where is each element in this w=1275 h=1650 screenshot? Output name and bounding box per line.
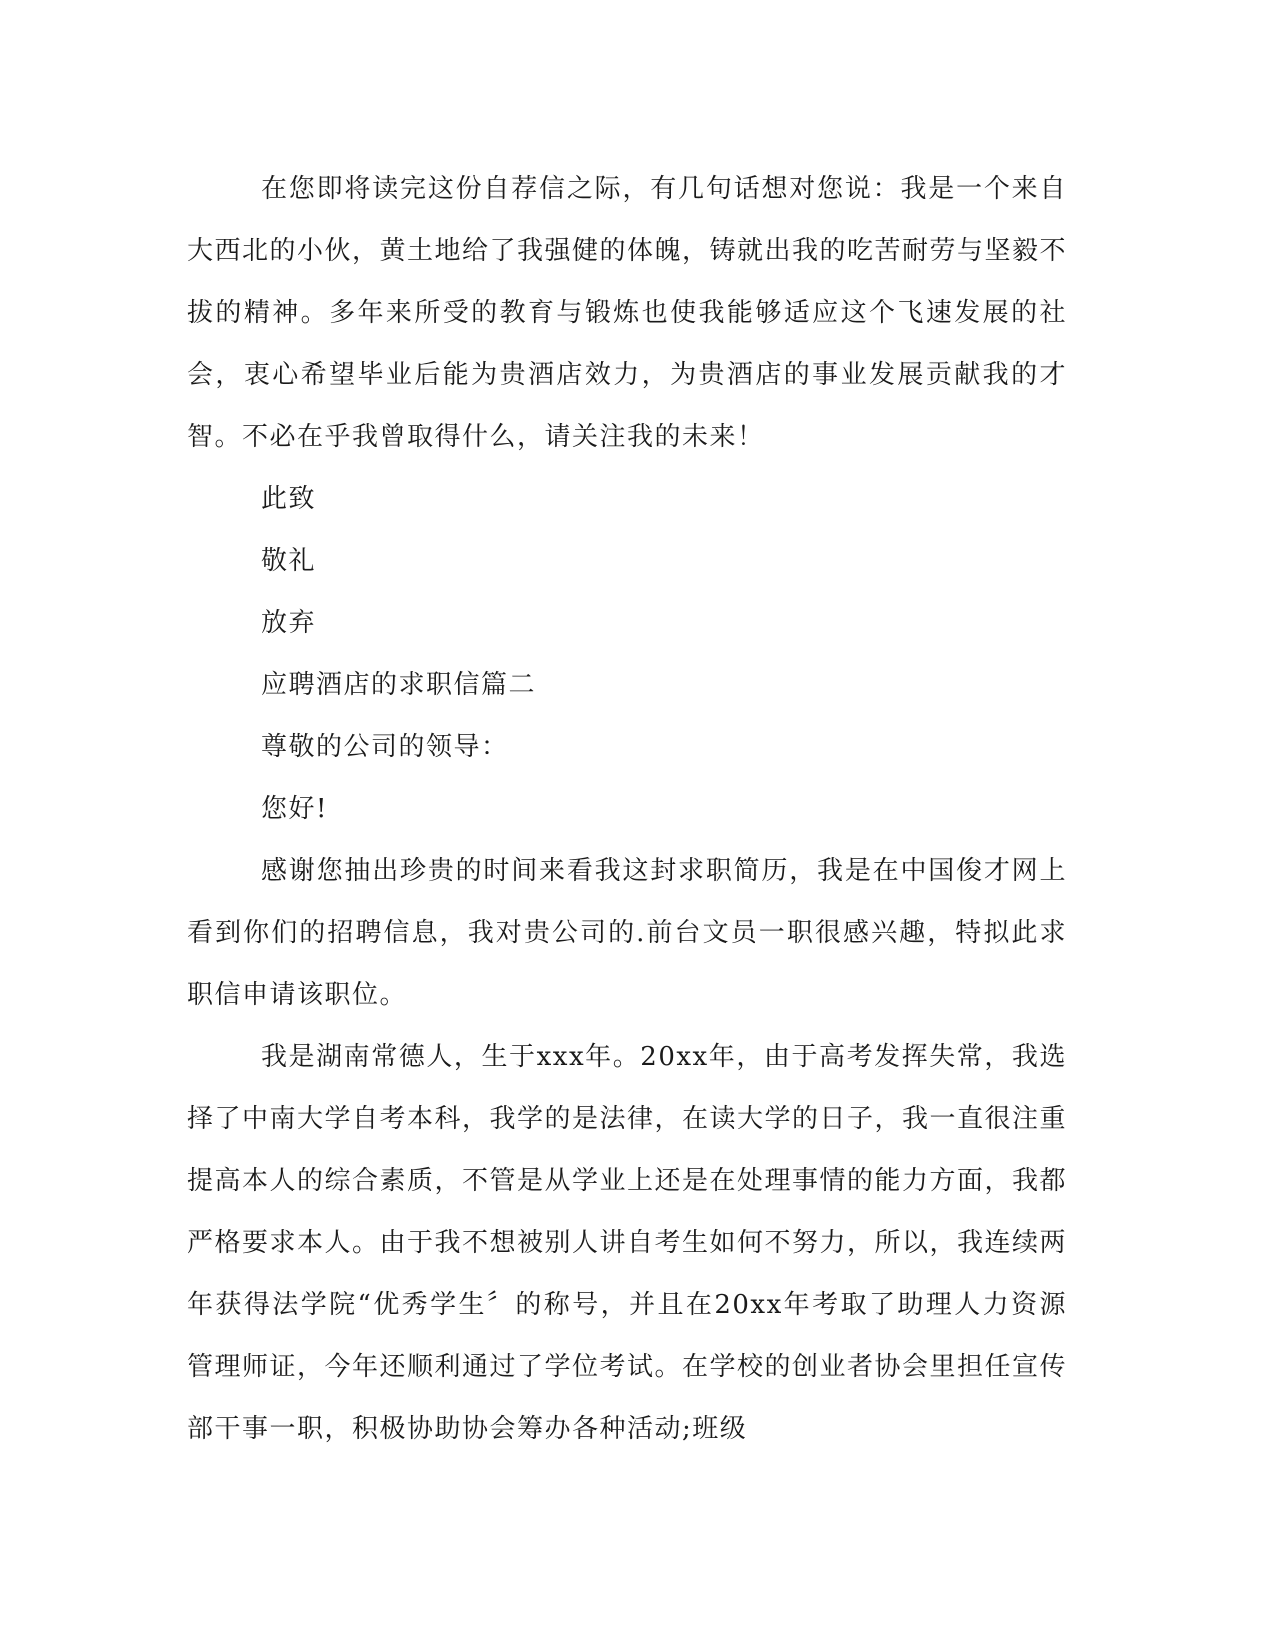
letter-body: [187, 158, 1067, 1460]
salutation-jingli: 敬礼: [261, 546, 317, 576]
intro-paragraph: 感谢您抽出珍贵的时间来看我这封求职简历，我是在中国俊才网上看到你们的招聘信息，我对贵公司的.前台文员一职很感兴趣，特拟此求职信申请该职位。: [187, 856, 1067, 1010]
greeting-recipient: 尊敬的公司的领导：: [261, 732, 509, 762]
section-heading: 应聘酒店的求职信篇二: [261, 670, 537, 700]
closing-paragraph: 在您即将读完这份自荐信之际，有几句话想对您说：我是一个来自大西北的小伙，黄土地给了我强健的体魄，铸就出我的吃苦耐劳与坚毅不拔的精神。多年来所受的教育与锻炼也使我能够适应这个飞速发展的社会，衷心希望毕业后能为贵酒店效力，为贵酒店的事业发展贡献我的才智。不必在乎我曾取得什么，请关注我的未来！: [187, 174, 1068, 452]
salutation-cizhi: 此致: [261, 484, 317, 514]
greeting-hello: 您好!: [261, 794, 328, 824]
signature-line: 放弃: [261, 608, 317, 638]
background-paragraph: 我是湖南常德人，生于xxx年。20xx年，由于高考发挥失常，我选择了中南大学自考本科，我学的是法律，在读大学的日子，我一直很注重提高本人的综合素质，不管是从学业上还是在处理事情的能力方面，我都严格要求本人。由于我不想被别人讲自考生如何不努力，所以，我连续两年获得法学院“优秀学生〞的称号，并且在20xx年考取了助理人力资源管理师证，今年还顺利通过了学位考试。在学校的创业者协会里担任宣传部干事一职，积极协助协会筹办各种活动;班级: [187, 1042, 1068, 1444]
